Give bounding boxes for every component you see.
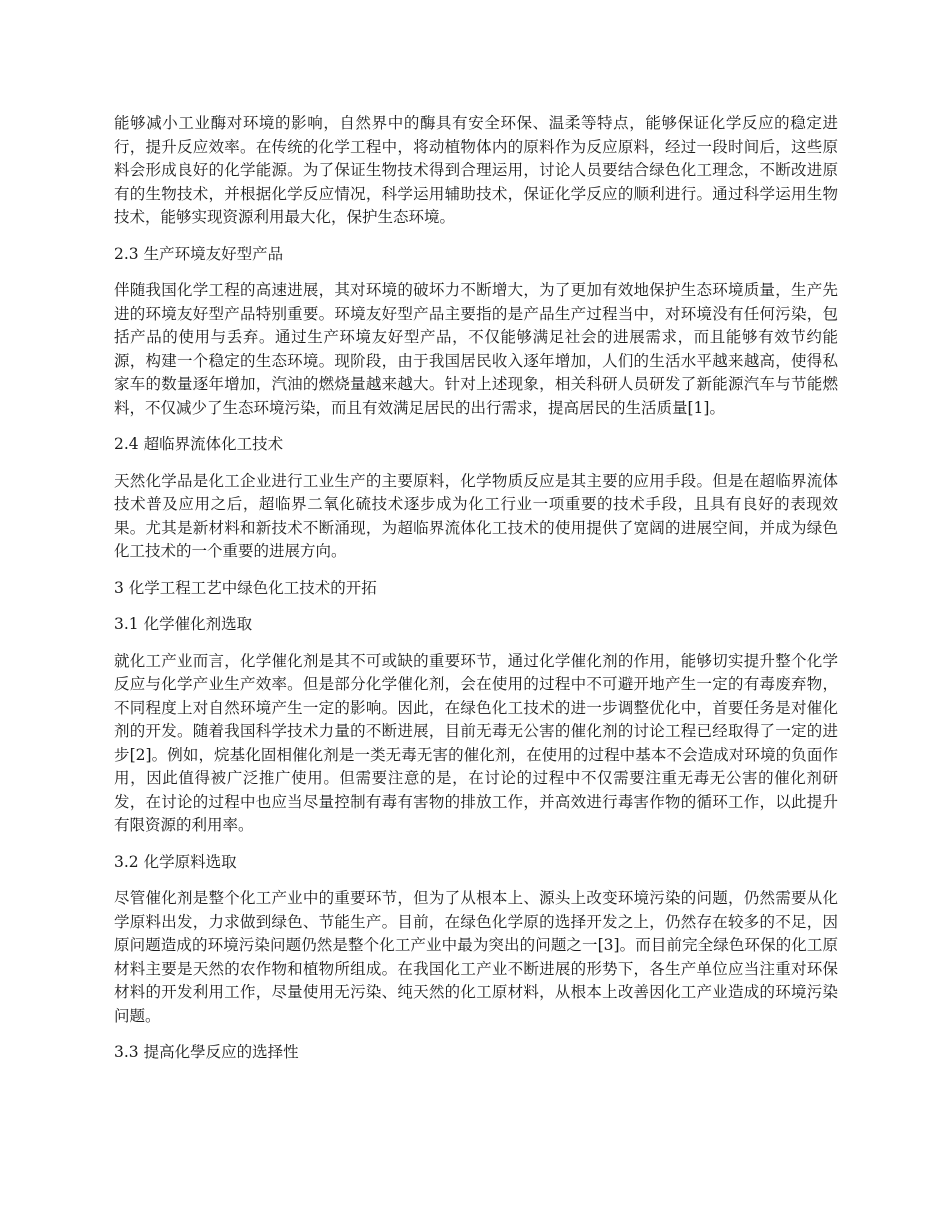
- paragraph-raw-materials: 尽管催化剂是整个化工产业中的重要环节，但为了从根本上、源头上改变环境污染的问题，仍然需要从化学原料出发，力求做到绿色、节能生产。目前，在绿色化学原的选择开发之上，仍然存在较多的不足，因原问题造成的环境污染问题仍然是整个化工产业中最为突出的问题之一[3]。而目前完全绿色环保的化工原材料主要是天然的农作物和植物所组成。在我国化工产业不断进展的形势下，各生产单位应当注重对环保材料的开发利用工作，尽量使用无污染、纯天然的化工原材料，从根本上改善因化工产业造成的环境污染问题。: [114, 889, 838, 1025]
- paragraph-catalyst: 就化工产业而言，化学催化剂是其不可或缺的重要环节，通过化学催化剂的作用，能够切实提升整个化学反应与化学产业生产效率。但是部分化学催化剂，会在使用的过程中不可避开地产生一定的有毒废弃物，不同程度上对自然环境产生一定的影响。因此，在绿色化工技术的进一步调整优化中，首要任务是对催化剂的开发。随着我国科学技术力量的不断进展，目前无毒无公害的催化剂的讨论工程已经取得了一定的进步[2]。例如，烷基化固相催化剂是一类无毒无害的催化剂，在使用的过程中基本不会造成对环境的负面作用，因此值得被广泛推广使用。但需要注意的是，在讨论的过程中不仅需要注重无毒无公害的催化剂研发，在讨论的过程中也应当尽量控制有毒有害物的排放工作，并高效进行毒害作物的循环工作，以此提升有限资源的利用率。: [114, 651, 838, 834]
- heading-3-2: 3.2 化学原料选取: [114, 852, 237, 871]
- heading-3-3: 3.3 提高化學反应的选择性: [114, 1043, 299, 1061]
- heading-3: 3 化学工程工艺中绿色化工技术的开拓: [114, 578, 377, 597]
- heading-2-3: 2.3 生产环境友好型产品: [114, 244, 284, 263]
- paragraph-eco-products: 伴随我国化学工程的高速进展，其对环境的破坏力不断增大，为了更加有效地保护生态环境质量，生产先进的环境友好型产品特别重要。环境友好型产品主要指的是产品生产过程当中，对环境没有任何污染，包括产品的使用与丢弃。通过生产环境友好型产品，不仅能够满足社会的进展需求，而且能够有效节约能源，构建一个稳定的生态环境。现阶段，由于我国居民收入逐年增加，人们的生活水平越来越高，使得私家车的数量逐年增加，汽油的燃烧量越来越大。针对上述现象，相关科研人员研发了新能源汽车与节能燃料，不仅减少了生态环境污染，而且有效满足居民的出行需求，提高居民的生活质量[1]。: [114, 281, 838, 417]
- heading-2-4: 2.4 超临界流体化工技术: [114, 435, 284, 453]
- heading-3-1: 3.1 化学催化剂选取: [114, 615, 253, 633]
- document-page: [114, 112, 838, 1065]
- paragraph-supercritical: 天然化学品是化工企业进行工业生产的主要原料，化学物质反应是其主要的应用手段。但是在超临界流体技术普及应用之后，超临界二氧化硫技术逐步成为化工行业一项重要的技术手段，且具有良好的表现效果。尤其是新材料和新技术不断涌现，为超临界流体化工技术的使用提供了宽阔的进展空间，并成为绿色化工技术的一个重要的进展方向。: [114, 471, 838, 560]
- paragraph-bio-tech: 能够减小工业酶对环境的影响，自然界中的酶具有安全环保、温柔等特点，能够保证化学反应的稳定进行，提升反应效率。在传统的化学工程中，将动植物体内的原料作为反应原料，经过一段时间后，这些原料会形成良好的化学能源。为了保证生物技术得到合理运用，讨论人员要结合绿色化工理念，不断改进原有的生物技术，并根据化学反应情况，科学运用辅助技术，保证化学反应的顺利进行。通过科学运用生物技术，能够实现资源利用最大化，保护生态环境。: [114, 114, 838, 226]
